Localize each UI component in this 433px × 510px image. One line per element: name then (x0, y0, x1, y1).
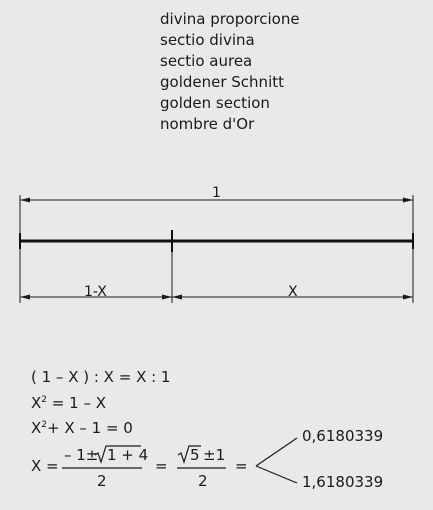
exponent: 2 (41, 420, 48, 430)
equation-rest: + X – 1 = 0 (47, 419, 133, 437)
name-line: sectio divina (160, 31, 255, 49)
x-equals: X = (31, 457, 59, 475)
main-segment (20, 230, 413, 252)
proportion-equation: ( 1 – X ) : X = X : 1 (31, 368, 171, 386)
left-segment-label: 1-X (84, 284, 107, 300)
quadratic-equation (31, 396, 106, 411)
variable: X (31, 394, 42, 412)
normalized-equation (31, 421, 133, 436)
fraction1-radicand: 1 + 4 (107, 446, 149, 464)
fraction2-radicand: 5 (190, 446, 200, 464)
right-segment-label: X (288, 284, 298, 300)
fraction1-numerator-prefix: – 1± (64, 446, 99, 464)
fraction2-denominator: 2 (198, 472, 208, 490)
total-length-label: 1 (212, 185, 221, 201)
result-branch-lines (256, 438, 297, 483)
result-upper: 0,6180339 (302, 427, 384, 445)
equals-sign: = (235, 457, 248, 475)
name-line: golden section (160, 94, 270, 112)
equation-rest: = 1 – X (51, 394, 106, 412)
result-lower: 1,6180339 (302, 473, 384, 491)
name-line: nombre d'Or (160, 115, 255, 133)
variable: X (31, 419, 42, 437)
fraction1-denominator: 2 (97, 472, 107, 490)
name-line: divina proporcione (160, 10, 300, 28)
equals-sign: = (155, 457, 168, 475)
fraction2-numerator-suffix: ±1 (203, 446, 226, 464)
extension-lines (20, 195, 413, 303)
name-line: goldener Schnitt (160, 73, 284, 91)
exponent: 2 (41, 395, 48, 405)
name-line: sectio aurea (160, 52, 253, 70)
